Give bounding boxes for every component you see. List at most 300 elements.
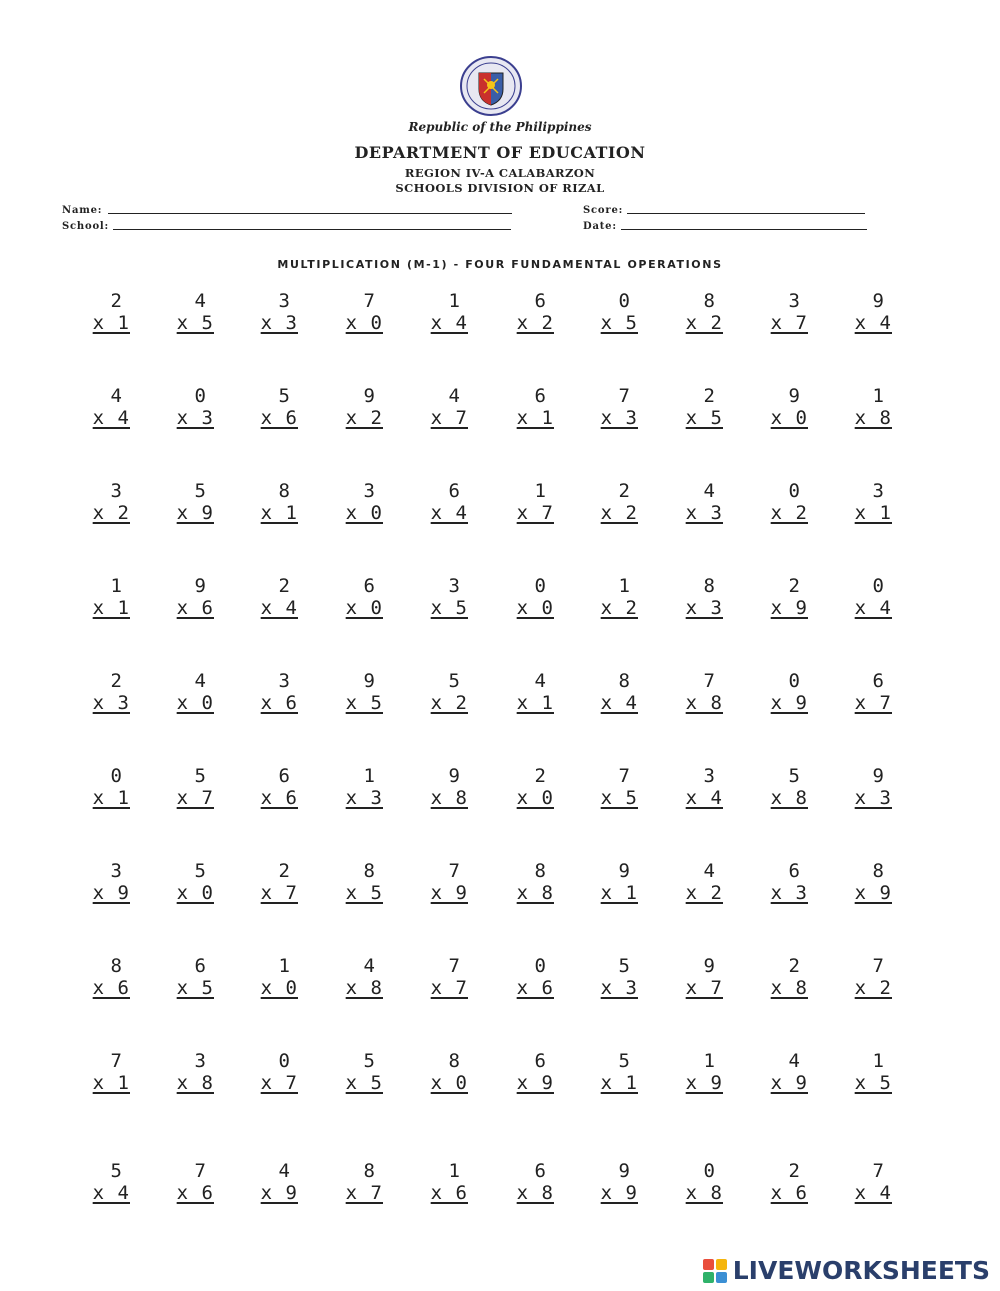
multiplier: x 1 [92, 787, 130, 809]
multiplier: x 9 [600, 1182, 638, 1204]
multiplicand: 7 [363, 290, 375, 312]
multiplier: x 3 [345, 787, 383, 809]
problem-item [162, 290, 214, 334]
brand-icon-tile [703, 1259, 714, 1270]
problem-item [502, 1050, 554, 1094]
problem-item [502, 1160, 554, 1204]
multiplicand: 5 [618, 1050, 630, 1072]
problem-item [331, 385, 383, 429]
multiplicand: 1 [872, 385, 884, 407]
multiplier: x 3 [176, 407, 214, 429]
multiplier: x 0 [770, 407, 808, 429]
multiplier: x 0 [345, 502, 383, 524]
date-label: Date: [583, 221, 617, 232]
problem-item [671, 575, 723, 619]
multiplier: x 9 [176, 502, 214, 524]
multiplier: x 6 [176, 597, 214, 619]
multiplier: x 7 [260, 882, 298, 904]
multiplier: x 4 [92, 1182, 130, 1204]
problem-item [756, 575, 808, 619]
multiplier: x 3 [600, 407, 638, 429]
problem-item [416, 575, 468, 619]
problem-item [586, 765, 638, 809]
problem-item [502, 290, 554, 334]
multiplier: x 1 [600, 1072, 638, 1094]
multiplicand: 1 [618, 575, 630, 597]
multiplicand: 8 [448, 1050, 460, 1072]
multiplicand: 9 [194, 575, 206, 597]
problem-item [331, 765, 383, 809]
problem-item [756, 670, 808, 714]
multiplier: x 1 [92, 1072, 130, 1094]
multiplicand: 6 [534, 385, 546, 407]
problem-item [246, 860, 298, 904]
problem-item [331, 955, 383, 999]
multiplicand: 9 [788, 385, 800, 407]
multiplier: x 1 [854, 502, 892, 524]
multiplicand: 3 [278, 290, 290, 312]
multiplicand: 5 [363, 1050, 375, 1072]
multiplier: x 1 [92, 312, 130, 334]
problem-item [416, 765, 468, 809]
problem-item [78, 1160, 130, 1204]
multiplicand: 4 [703, 480, 715, 502]
problem-item [756, 1050, 808, 1094]
problem-item [586, 575, 638, 619]
multiplicand: 6 [534, 290, 546, 312]
multiplicand: 0 [110, 765, 122, 787]
problem-item [416, 860, 468, 904]
multiplicand: 5 [194, 860, 206, 882]
multiplier: x 9 [430, 882, 468, 904]
multiplicand: 9 [618, 860, 630, 882]
multiplier: x 7 [260, 1072, 298, 1094]
problem-item [78, 1050, 130, 1094]
problem-item [840, 765, 892, 809]
multiplier: x 0 [345, 312, 383, 334]
multiplicand: 0 [534, 955, 546, 977]
multiplier: x 1 [260, 502, 298, 524]
multiplier: x 8 [770, 977, 808, 999]
problem-item [416, 290, 468, 334]
problem-item [840, 955, 892, 999]
multiplicand: 9 [363, 670, 375, 692]
score-field[interactable] [583, 205, 865, 216]
multiplier: x 4 [685, 787, 723, 809]
multiplier: x 0 [430, 1072, 468, 1094]
multiplicand: 9 [872, 765, 884, 787]
problem-item [331, 1160, 383, 1204]
multiplier: x 2 [92, 502, 130, 524]
brand-icon-tile [716, 1259, 727, 1270]
multiplicand: 5 [194, 480, 206, 502]
multiplicand: 8 [534, 860, 546, 882]
problem-item [331, 1050, 383, 1094]
problem-item [78, 955, 130, 999]
multiplicand: 7 [703, 670, 715, 692]
multiplier: x 8 [345, 977, 383, 999]
liveworksheets-icon [703, 1259, 727, 1283]
multiplier: x 8 [430, 787, 468, 809]
problem-item [331, 575, 383, 619]
problem-item [162, 575, 214, 619]
multiplier: x 9 [92, 882, 130, 904]
multiplicand: 0 [534, 575, 546, 597]
problem-item [840, 860, 892, 904]
multiplicand: 2 [788, 575, 800, 597]
multiplier: x 3 [600, 977, 638, 999]
multiplier: x 2 [430, 692, 468, 714]
multiplier: x 0 [260, 977, 298, 999]
problem-item [162, 670, 214, 714]
problem-item [502, 860, 554, 904]
multiplier: x 0 [345, 597, 383, 619]
problem-item [671, 955, 723, 999]
multiplier: x 0 [516, 787, 554, 809]
multiplier: x 8 [685, 692, 723, 714]
multiplier: x 7 [345, 1182, 383, 1204]
multiplicand: 7 [872, 1160, 884, 1182]
multiplier: x 2 [685, 882, 723, 904]
problem-item [162, 765, 214, 809]
multiplicand: 4 [278, 1160, 290, 1182]
multiplicand: 5 [448, 670, 460, 692]
multiplier: x 0 [176, 692, 214, 714]
multiplicand: 6 [194, 955, 206, 977]
multiplier: x 7 [854, 692, 892, 714]
multiplicand: 1 [534, 480, 546, 502]
multiplier: x 3 [770, 882, 808, 904]
problem-item [840, 1160, 892, 1204]
multiplier: x 3 [854, 787, 892, 809]
multiplier: x 0 [176, 882, 214, 904]
problem-item [840, 670, 892, 714]
problem-item [671, 385, 723, 429]
problem-item [331, 860, 383, 904]
problem-item [246, 290, 298, 334]
multiplier: x 6 [260, 787, 298, 809]
multiplicand: 1 [448, 1160, 460, 1182]
problem-item [502, 955, 554, 999]
problem-item [162, 480, 214, 524]
region-heading: REGION IV-A CALABARZON [404, 166, 596, 180]
multiplier: x 5 [345, 882, 383, 904]
problem-item [246, 575, 298, 619]
problem-item [586, 290, 638, 334]
problem-item [416, 955, 468, 999]
problem-item [756, 1160, 808, 1204]
multiplier: x 5 [176, 312, 214, 334]
multiplier: x 6 [260, 407, 298, 429]
multiplicand: 8 [363, 860, 375, 882]
multiplier: x 3 [92, 692, 130, 714]
multiplicand: 2 [278, 860, 290, 882]
problem-item [586, 1050, 638, 1094]
multiplier: x 3 [260, 312, 298, 334]
multiplier: x 7 [516, 502, 554, 524]
problem-item [671, 290, 723, 334]
multiplier: x 2 [685, 312, 723, 334]
problem-item [586, 480, 638, 524]
multiplier: x 1 [516, 407, 554, 429]
multiplier: x 5 [600, 312, 638, 334]
multiplicand: 4 [363, 955, 375, 977]
problem-item [246, 385, 298, 429]
multiplicand: 9 [872, 290, 884, 312]
multiplicand: 6 [448, 480, 460, 502]
multiplicand: 4 [194, 290, 206, 312]
problem-item [246, 1160, 298, 1204]
liveworksheets-text: LIVEWORKSHEETS [732, 1256, 990, 1285]
problem-item [502, 765, 554, 809]
multiplicand: 7 [110, 1050, 122, 1072]
problem-item [331, 480, 383, 524]
problem-item [416, 1050, 468, 1094]
name-line[interactable] [108, 212, 512, 214]
multiplicand: 0 [278, 1050, 290, 1072]
multiplier: x 2 [516, 312, 554, 334]
multiplier: x 1 [516, 692, 554, 714]
problem-item [246, 955, 298, 999]
multiplier: x 3 [685, 597, 723, 619]
multiplicand: 1 [278, 955, 290, 977]
multiplier: x 2 [854, 977, 892, 999]
multiplier: x 9 [260, 1182, 298, 1204]
multiplicand: 8 [110, 955, 122, 977]
problem-item [586, 860, 638, 904]
problem-item [162, 860, 214, 904]
multiplicand: 5 [110, 1160, 122, 1182]
problem-item [162, 1050, 214, 1094]
multiplier: x 9 [685, 1072, 723, 1094]
problem-item [502, 480, 554, 524]
multiplicand: 8 [703, 290, 715, 312]
multiplicand: 7 [448, 955, 460, 977]
multiplicand: 5 [618, 955, 630, 977]
name-label: Name: [62, 205, 103, 216]
school-field[interactable] [62, 221, 511, 232]
multiplicand: 7 [872, 955, 884, 977]
problem-item [416, 1160, 468, 1204]
multiplier: x 4 [854, 1182, 892, 1204]
multiplier: x 2 [770, 502, 808, 524]
multiplicand: 0 [788, 670, 800, 692]
multiplicand: 6 [534, 1160, 546, 1182]
score-line[interactable] [627, 212, 865, 214]
multiplier: x 7 [685, 977, 723, 999]
multiplicand: 4 [788, 1050, 800, 1072]
republic-heading: Republic of the Philippines [408, 120, 592, 134]
multiplicand: 4 [194, 670, 206, 692]
problem-item [502, 670, 554, 714]
problem-item [756, 860, 808, 904]
multiplier: x 7 [430, 977, 468, 999]
multiplicand: 8 [618, 670, 630, 692]
multiplicand: 2 [788, 955, 800, 977]
multiplicand: 2 [110, 670, 122, 692]
multiplicand: 3 [194, 1050, 206, 1072]
problem-item [756, 955, 808, 999]
problem-item [586, 1160, 638, 1204]
multiplicand: 2 [703, 385, 715, 407]
problem-item [671, 765, 723, 809]
score-label: Score: [583, 205, 624, 216]
multiplicand: 2 [110, 290, 122, 312]
multiplier: x 6 [430, 1182, 468, 1204]
date-line[interactable] [621, 228, 867, 230]
multiplier: x 9 [770, 597, 808, 619]
multiplicand: 9 [618, 1160, 630, 1182]
problem-item [586, 385, 638, 429]
problem-grid [78, 290, 918, 1220]
brand-icon-tile [716, 1272, 727, 1283]
problem-item [756, 290, 808, 334]
problem-item [840, 575, 892, 619]
multiplicand: 0 [194, 385, 206, 407]
problem-item [502, 575, 554, 619]
problem-item [246, 1050, 298, 1094]
problem-item [78, 860, 130, 904]
multiplier: x 1 [92, 597, 130, 619]
multiplier: x 8 [176, 1072, 214, 1094]
problem-item [840, 385, 892, 429]
multiplicand: 1 [872, 1050, 884, 1072]
problem-item [840, 480, 892, 524]
problem-item [586, 955, 638, 999]
multiplier: x 4 [430, 502, 468, 524]
multiplicand: 3 [448, 575, 460, 597]
multiplier: x 2 [600, 502, 638, 524]
multiplicand: 6 [363, 575, 375, 597]
problem-item [78, 765, 130, 809]
problem-item [840, 1050, 892, 1094]
multiplicand: 1 [363, 765, 375, 787]
problem-item [671, 1050, 723, 1094]
multiplicand: 3 [110, 860, 122, 882]
multiplicand: 6 [872, 670, 884, 692]
multiplicand: 8 [363, 1160, 375, 1182]
multiplicand: 0 [788, 480, 800, 502]
multiplicand: 4 [110, 385, 122, 407]
problem-item [78, 670, 130, 714]
multiplier: x 2 [600, 597, 638, 619]
multiplier: x 6 [770, 1182, 808, 1204]
multiplier: x 9 [770, 1072, 808, 1094]
multiplier: x 4 [600, 692, 638, 714]
problem-item [756, 385, 808, 429]
multiplicand: 0 [618, 290, 630, 312]
problem-item [840, 290, 892, 334]
multiplicand: 2 [278, 575, 290, 597]
date-field[interactable] [583, 221, 867, 232]
multiplicand: 9 [703, 955, 715, 977]
problem-item [671, 670, 723, 714]
multiplicand: 3 [278, 670, 290, 692]
multiplicand: 8 [703, 575, 715, 597]
multiplier: x 4 [92, 407, 130, 429]
multiplicand: 5 [194, 765, 206, 787]
multiplier: x 8 [516, 1182, 554, 1204]
problem-item [502, 385, 554, 429]
worksheet-subtitle: MULTIPLICATION (M-1) - FOUR FUNDAMENTAL OPERATIONS [277, 258, 723, 271]
deped-seal-icon [446, 55, 536, 117]
school-line[interactable] [113, 228, 511, 230]
multiplier: x 4 [430, 312, 468, 334]
multiplier: x 2 [345, 407, 383, 429]
multiplier: x 5 [345, 692, 383, 714]
problem-item [416, 385, 468, 429]
department-heading: DEPARTMENT OF EDUCATION [354, 143, 646, 162]
multiplier: x 5 [685, 407, 723, 429]
problem-item [416, 480, 468, 524]
problem-item [586, 670, 638, 714]
multiplier: x 9 [516, 1072, 554, 1094]
multiplicand: 2 [618, 480, 630, 502]
multiplier: x 0 [516, 597, 554, 619]
problem-item [756, 765, 808, 809]
multiplicand: 6 [788, 860, 800, 882]
problem-item [162, 955, 214, 999]
multiplier: x 8 [516, 882, 554, 904]
multiplier: x 5 [176, 977, 214, 999]
multiplicand: 9 [448, 765, 460, 787]
multiplicand: 3 [110, 480, 122, 502]
multiplicand: 1 [703, 1050, 715, 1072]
multiplier: x 5 [600, 787, 638, 809]
problem-item [756, 480, 808, 524]
problem-item [78, 385, 130, 429]
name-field[interactable] [62, 205, 512, 216]
problem-item [331, 290, 383, 334]
multiplier: x 7 [176, 787, 214, 809]
school-label: School: [62, 221, 110, 232]
problem-item [671, 480, 723, 524]
multiplicand: 7 [618, 765, 630, 787]
multiplier: x 6 [176, 1182, 214, 1204]
multiplicand: 3 [872, 480, 884, 502]
division-heading: SCHOOLS DIVISION OF RIZAL [395, 181, 605, 195]
multiplier: x 4 [854, 312, 892, 334]
multiplier: x 8 [770, 787, 808, 809]
multiplicand: 2 [788, 1160, 800, 1182]
multiplicand: 8 [278, 480, 290, 502]
multiplicand: 1 [448, 290, 460, 312]
brand-icon-tile [703, 1272, 714, 1283]
problem-item [162, 385, 214, 429]
multiplicand: 3 [703, 765, 715, 787]
problem-item [78, 480, 130, 524]
multiplicand: 1 [110, 575, 122, 597]
problem-item [246, 480, 298, 524]
multiplicand: 4 [534, 670, 546, 692]
multiplicand: 4 [448, 385, 460, 407]
multiplier: x 9 [854, 882, 892, 904]
problem-item [78, 575, 130, 619]
problem-item [671, 860, 723, 904]
multiplier: x 6 [92, 977, 130, 999]
problem-item [162, 1160, 214, 1204]
liveworksheets-logo [703, 1256, 990, 1285]
problem-item [671, 1160, 723, 1204]
multiplier: x 6 [516, 977, 554, 999]
multiplicand: 2 [534, 765, 546, 787]
multiplier: x 5 [854, 1072, 892, 1094]
multiplicand: 5 [278, 385, 290, 407]
multiplier: x 5 [430, 597, 468, 619]
problem-item [246, 765, 298, 809]
multiplicand: 4 [703, 860, 715, 882]
multiplier: x 8 [854, 407, 892, 429]
